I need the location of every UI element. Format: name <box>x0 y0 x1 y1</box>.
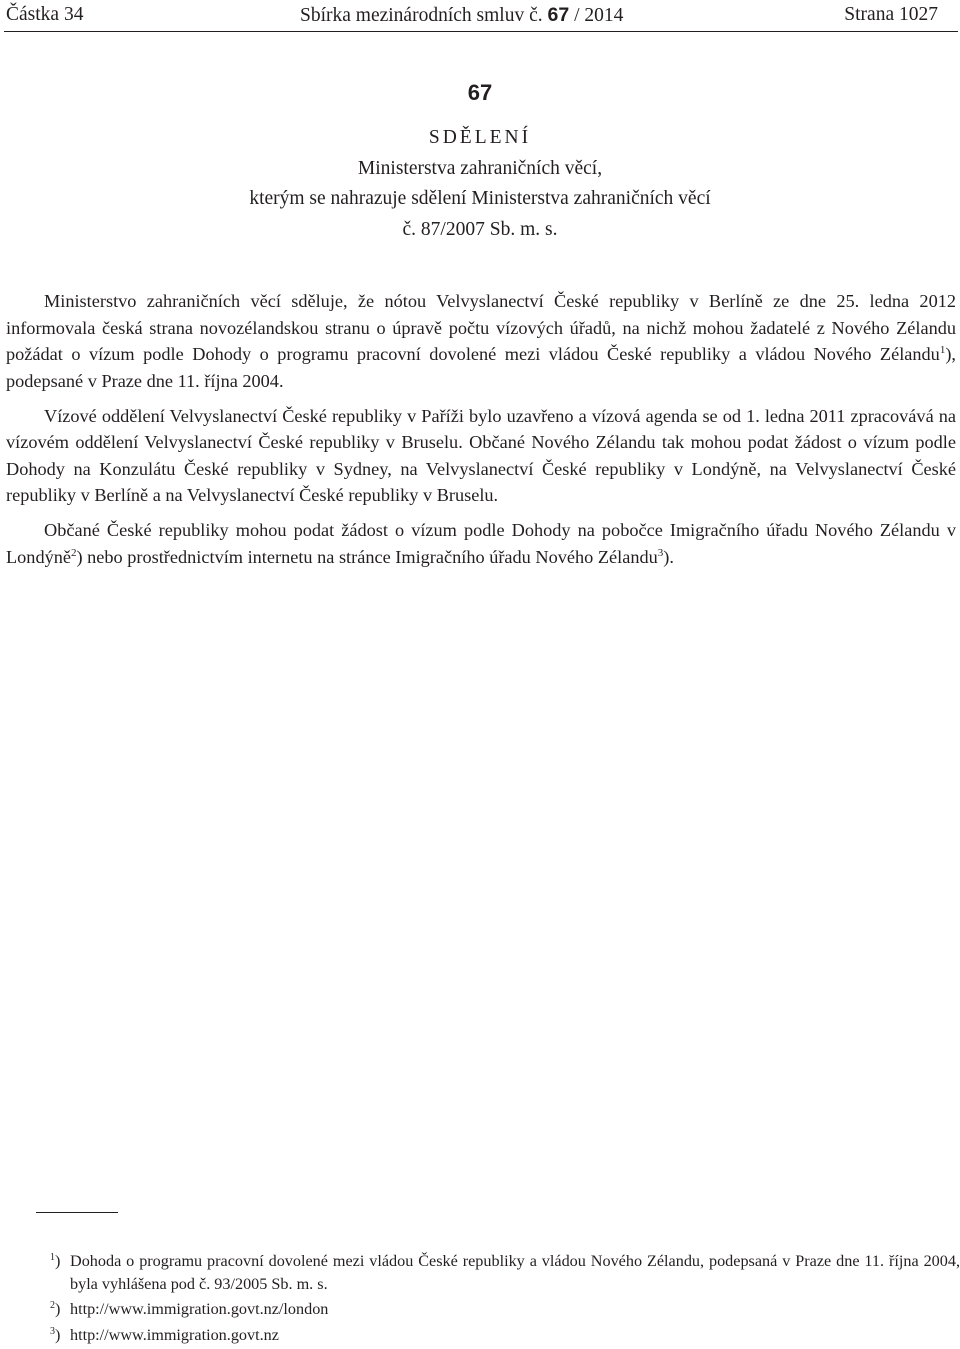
header-collection <box>300 4 623 27</box>
document-subtitle-line-2: kterým se nahrazuje sdělení Ministerstva zahraničních věcí <box>249 188 711 209</box>
document-subtitle-line-3: č. 87/2007 Sb. m. s. <box>402 219 558 240</box>
paragraph-3 <box>6 517 956 570</box>
header-divider <box>4 31 958 32</box>
header-collection-year: / 2014 <box>574 5 624 26</box>
footnote-number: 2 <box>50 1300 55 1311</box>
footnote-reference-1: 1 <box>939 344 946 356</box>
footnotes <box>50 1250 960 1349</box>
paragraph-3-text-middle: ) nebo prostřednictvím internetu na stránce Imigračního úřadu Nového Zélandu <box>76 546 658 567</box>
paragraph-1 <box>6 288 956 394</box>
footnote-link-immigration[interactable]: http://www.immigration.govt.nz <box>70 1325 279 1344</box>
footnote-marker: $^3$) <box>50 1325 61 1344</box>
footnote-2 <box>50 1298 960 1321</box>
header-page-number: Strana 1027 <box>844 4 938 25</box>
document-body <box>6 288 956 579</box>
paragraph-1-text-end: ), podepsané v Praze dne 11. října 2004. <box>6 344 956 391</box>
header-collection-prefix: Sbírka mezinárodních smluv č. <box>300 5 543 26</box>
footnote-reference-3: 3 <box>657 546 664 559</box>
page-header <box>0 0 960 34</box>
footnote-3 <box>50 1324 960 1347</box>
document-number: 67 <box>467 80 493 105</box>
header-collection-number: 67 <box>547 4 570 26</box>
paragraph-2: Vízové oddělení Velvyslanectví České republiky v Paříži bylo uzavřeno a vízová agenda se od 1. ledna 2011 zpracovává na vízovém oddělení Velvyslanectví České republiky v Bruselu. Občané Nového Zélandu tak mohou podat žádost o vízum podle Dohody na Konzulátu České republiky v Sydney, na Velvyslanectví České republiky v Londýně, na Velvyslanectví České republiky v Berlíně a na Velvyslanectví České republiky v Bruselu. <box>6 405 956 505</box>
paragraph-3-text-end: ). <box>663 546 674 567</box>
footnote-number: 1 <box>50 1252 55 1263</box>
footnote-divider <box>36 1212 118 1213</box>
footnote-1 <box>50 1250 960 1295</box>
footnote-link-london[interactable]: http://www.immigration.govt.nz/london <box>70 1300 329 1318</box>
paragraph-3-text: Občané České republiky mohou podat žádost o vízum podle Dohody na pobočce Imigračního úřadu Nového Zélandu v Londýně <box>6 520 956 567</box>
header-part: Částka 34 <box>6 4 84 25</box>
footnote-marker: $^2$) <box>50 1300 61 1318</box>
footnote-text: Dohoda o programu pracovní dovolené mezi vládou České republiky a vládou Nového Zélandu, podepsaná v Praze dne 11. října 2004, byla vyhlášena pod č. 93/2005 Sb. m. s. <box>70 1252 960 1293</box>
document-heading: SDĚLENÍ <box>428 127 532 148</box>
footnote-reference-2: 2 <box>70 546 77 559</box>
footnote-number: 3 <box>50 1325 55 1337</box>
footnote-marker: $^1$) <box>50 1252 61 1270</box>
paragraph-1-text: Ministerstvo zahraničních věcí sděluje, že nótou Velvyslanectví České republiky v Berlíně ze dne 25. ledna 2012 informovala česká strana novozélandskou stranu o úpravě počtu vízových úřadů, na nichž mohou žadatelé z Nového Zélandu požádat o vízum podle Dohody o programu pracovní dovolené mezi vládou České republiky a vládou Nového Zélandu <box>6 291 956 364</box>
document-subtitle-line-1: Ministerstva zahraničních věcí, <box>357 158 603 179</box>
